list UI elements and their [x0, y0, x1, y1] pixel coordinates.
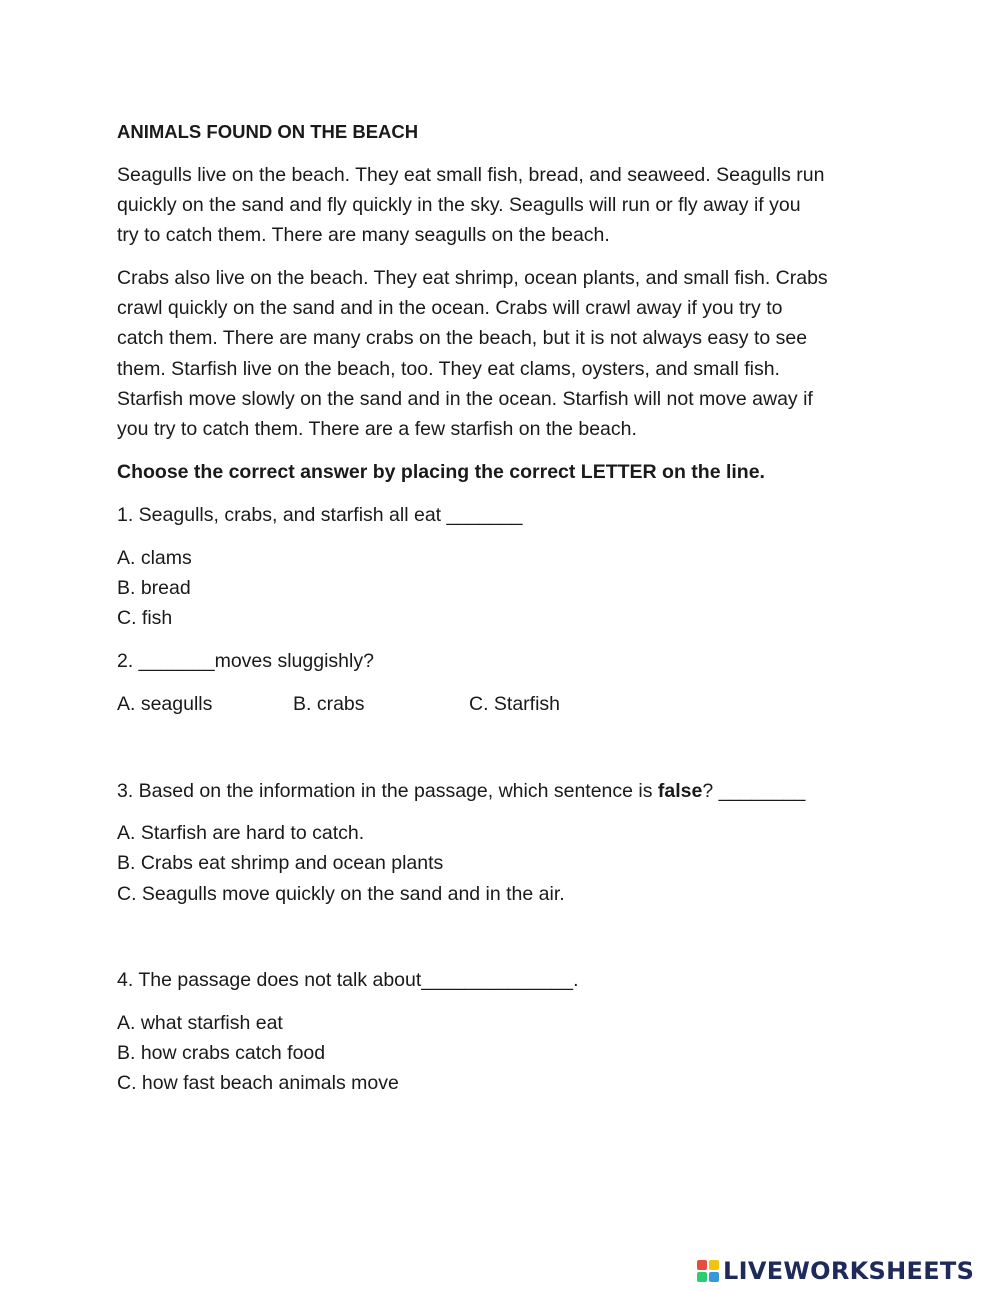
q3-option-a[interactable]: A. Starfish are hard to catch.: [117, 822, 365, 844]
q4-option-c[interactable]: C. how fast beach animals move: [117, 1072, 399, 1094]
logo-tile: [697, 1272, 707, 1282]
question-3-text: 3. Based on the information in the passage, which sentence is: [117, 780, 658, 802]
q4-option-b[interactable]: B. how crabs catch food: [117, 1042, 326, 1064]
logo-tile: [709, 1272, 719, 1282]
question-3-blank: ? ________: [702, 780, 806, 802]
q2-option-c[interactable]: C. Starfish: [469, 693, 561, 715]
question-3-bold-word: false: [657, 780, 703, 802]
question-4: 4. The passage does not talk about______________.: [117, 969, 579, 991]
q3-option-b[interactable]: B. Crabs eat shrimp and ocean plants: [117, 852, 444, 874]
question-2: 2. _______moves sluggishly?: [117, 650, 374, 672]
q1-option-c[interactable]: C. fish: [117, 607, 173, 629]
q2-option-b[interactable]: B. crabs: [293, 693, 365, 715]
worksheet-title: ANIMALS FOUND ON THE BEACH: [117, 121, 419, 142]
q1-option-a[interactable]: A. clams: [117, 547, 192, 569]
q1-option-b[interactable]: B. bread: [117, 577, 191, 599]
paragraph-line: you try to catch them. There are a few starfish on the beach.: [117, 418, 637, 441]
paragraph-line: them. Starfish live on the beach, too. They eat clams, oysters, and small fish.: [117, 357, 780, 380]
paragraph-crabs-starfish: [117, 263, 877, 444]
paragraph-line: Seagulls live on the beach. They eat small fish, bread, and seaweed. Seagulls run: [117, 164, 825, 186]
q2-option-a[interactable]: A. seagulls: [117, 693, 213, 715]
paragraph-line: try to catch them. There are many seagulls on the beach.: [117, 224, 610, 247]
paragraph-line: Starfish move slowly on the sand and in the ocean. Starfish will not move away if: [117, 387, 813, 410]
logo-tile: [697, 1260, 707, 1270]
question-3: [117, 776, 805, 806]
paragraph-line: crawl quickly on the sand and in the ocean. Crabs will crawl away if you try to: [117, 297, 783, 320]
logo-mark-icon: [697, 1260, 719, 1282]
q3-option-c[interactable]: C. Seagulls move quickly on the sand and in the air.: [117, 883, 565, 905]
paragraph-line: Crabs also live on the beach. They eat shrimp, ocean plants, and small fish. Crabs: [117, 267, 828, 289]
logo-tile: [709, 1260, 719, 1270]
q2-options-row: [117, 689, 877, 719]
question-1: 1. Seagulls, crabs, and starfish all eat _______: [117, 504, 523, 526]
q4-option-a[interactable]: A. what starfish eat: [117, 1012, 283, 1034]
paragraph-seagulls: [117, 160, 877, 251]
instructions: Choose the correct answer by placing the correct LETTER on the line.: [117, 461, 765, 483]
paragraph-line: catch them. There are many crabs on the beach, but it is not always easy to see: [117, 327, 808, 350]
liveworksheets-logo: [697, 1256, 974, 1286]
paragraph-line: quickly on the sand and fly quickly in the sky. Seagulls will run or fly away if you: [117, 194, 801, 217]
logo-text: LIVEWORKSHEETS: [723, 1257, 975, 1285]
